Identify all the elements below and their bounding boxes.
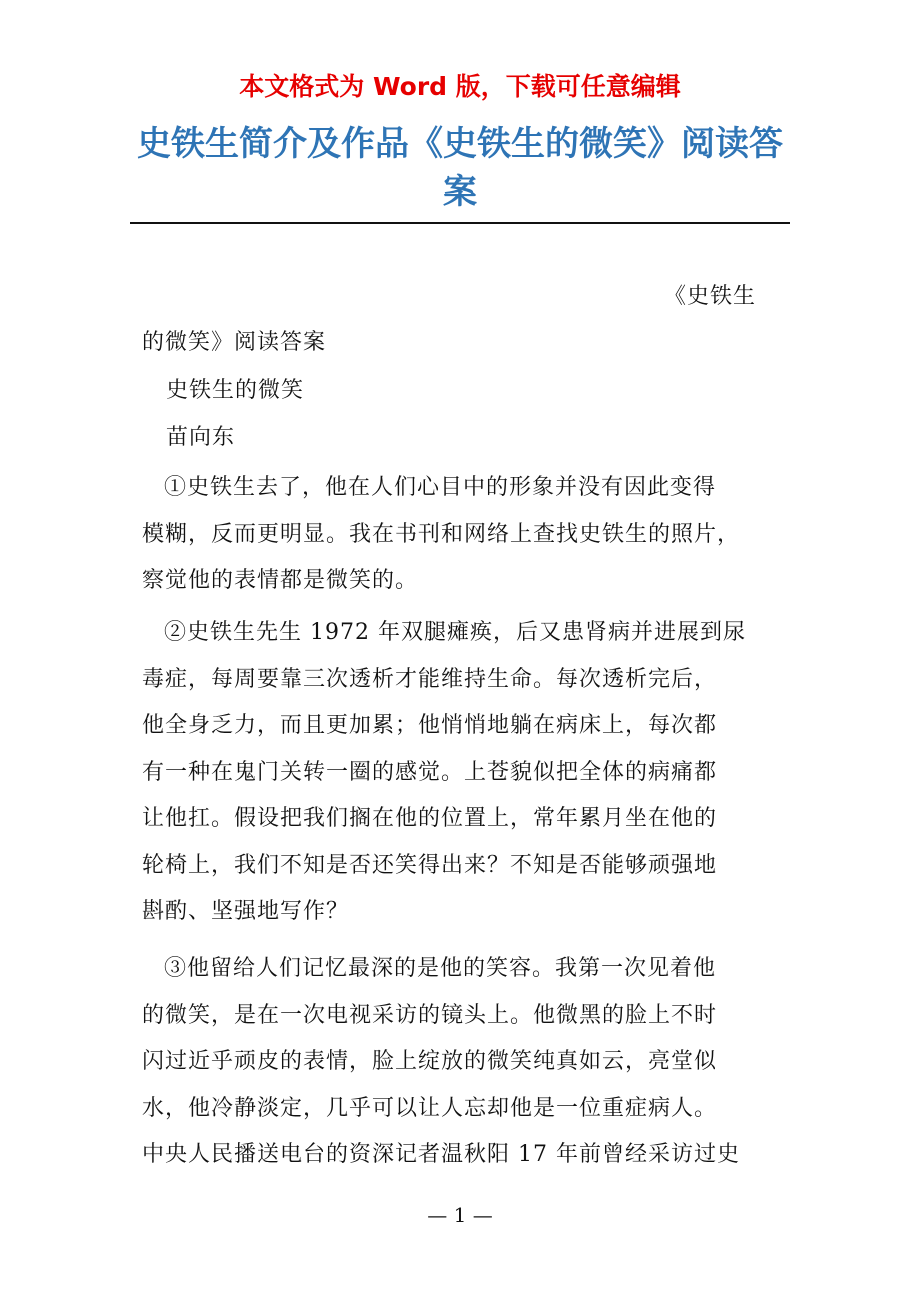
paragraph-line: 闪过近乎顽皮的表情，脸上绽放的微笑纯真如云，亮堂似 — [142, 1049, 718, 1074]
paragraph-line: 的微笑，是在一次电视采访的镜头上。他微黑的脸上不时 — [142, 1002, 718, 1028]
paragraph-line: 让他扛。假设把我们搁在他的位置上，常年累月坐在他的 — [142, 806, 718, 831]
paragraph-line: 毒症，每周要靠三次透析才能维持生命。每次透析完后， — [142, 666, 718, 692]
paragraph-1 — [142, 465, 770, 605]
paragraph-line: ②史铁生先生 1972 年双腿瘫痪，后又患肾病并进展到尿 — [164, 620, 746, 645]
article-subtitle: 史铁生的微笑 — [166, 378, 305, 403]
article-heading-line1: 《史铁生 — [663, 284, 756, 309]
paragraph-line: 模糊，反而更明显。我在书刊和网络上查找史铁生的照片， — [142, 521, 741, 547]
paragraph-line: 中央人民播送电台的资深记者温秋阳 17 年前曾经采访过史 — [142, 1142, 740, 1167]
paragraph-line: ③他留给人们记忆最深的是他的笑容。我第一次见着他 — [164, 956, 717, 981]
paragraph-line: 水，他冷静淡定，几乎可以让人忘却他是一位重症病人。 — [142, 1095, 718, 1121]
page-number: — 1 — — [427, 1203, 493, 1227]
title-divider — [130, 222, 790, 224]
article-heading-line2: 的微笑》阅读答案 — [142, 330, 327, 355]
download-notice: 本文格式为 Word 版，下载可任意编辑 — [239, 72, 681, 101]
paragraph-3 — [142, 946, 770, 1179]
paragraph-line: 轮椅上，我们不知是否还笑得出来？不知是否能够顽强地 — [142, 852, 718, 878]
paragraph-line: 察觉他的表情都是微笑的。 — [142, 568, 419, 593]
article-author: 苗向东 — [166, 425, 236, 450]
paragraph-line: 斟酌、坚强地写作？ — [142, 899, 350, 924]
paragraph-line: 有一种在鬼门关转一圈的感觉。上苍貌似把全体的病痛都 — [142, 759, 718, 785]
paragraph-2 — [142, 610, 770, 936]
page-title: 史铁生简介及作品《史铁生的微笑》阅读答案 — [137, 124, 783, 212]
paragraph-line: ①史铁生去了，他在人们心目中的形象并没有因此变得 — [164, 475, 717, 500]
paragraph-line: 他全身乏力，而且更加累；他悄悄地躺在病床上，每次都 — [142, 713, 718, 738]
